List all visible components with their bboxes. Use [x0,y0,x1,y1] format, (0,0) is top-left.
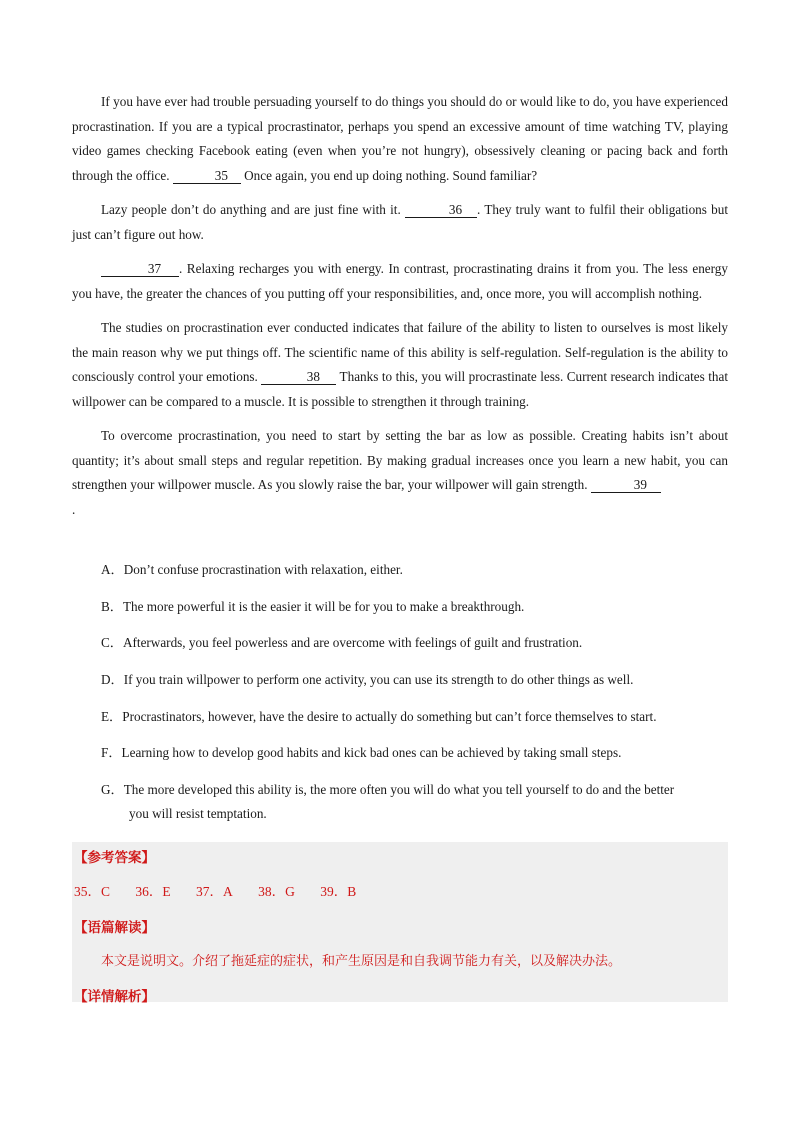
option-text-continued: you will resist temptation. [129,806,267,822]
answer-keys [74,880,378,900]
blank-35: 35 [173,169,241,184]
option-letter: B． [101,598,123,614]
option-b [101,595,728,619]
paragraph-2-after: . They truly want to fulfil their obligations but just can’t figure out how. [72,202,728,242]
option-g [101,778,728,826]
passage [72,90,728,532]
option-letter: A． [101,562,124,577]
option-letter: G． [101,782,124,798]
option-letter: F． [101,745,122,761]
option-text: The more developed this ability is, the more often you will do what you tell yourself to do and the better [123,782,675,798]
option-d [101,668,728,692]
option-f [101,741,728,765]
paragraph-4-after: Thanks to this, you will procrastinate less. Current research indicates that willpower can be compared to a muscle. It is possible to strengthen it through training. [72,369,728,409]
paragraph-5-after: . [72,501,76,517]
blank-36: 36 [405,203,477,218]
detail-heading: 【详情解析】 [74,989,155,1005]
option-e [101,705,728,729]
answer-section [72,842,728,1005]
blank-39: 39 [591,478,661,493]
reading-text: 本文是说明文。介绍了拖延症的症状，和产生原因是和自我调节能力有关，以及解决办法。 [101,954,622,969]
option-c [101,631,728,655]
paragraph-4-text: The studies on procrastination ever conducted indicates that failure of the ability to listen to ourselves is most likely the main reason why we put things off. The scientific name of this ability is self-regulation. Self-regulation is the ability to consciously control your emotions. [72,320,728,384]
blank-38: 38 [261,370,336,385]
answer-key: 36．E [135,884,171,899]
option-text: Don’t confuse procrastination with relaxation, either. [123,562,403,577]
option-letter: E． [101,708,123,724]
paragraph-1-text: If you have ever had trouble persuading yourself to do things you should do or would like to do, you have experienced procrastination. If you are a typical procrastinator, perhaps you spend an excessive amount of time watching TV, playing video games checking Facebook eating (even when you’re not hungry), obsessively cleaning or pacing back and forth through the office. [72,94,728,183]
option-letter: D． [101,672,124,688]
paragraph-1-after: Once again, you end up doing nothing. Sound familiar? [240,167,538,183]
paragraph-3-after: . Relaxing recharges you with energy. In contrast, procrastinating drains it from you. The less energy you have, the greater the chances of you putting off your responsibilities, and, once more, you will accomplish nothing. [72,261,728,301]
paragraph-3 [72,257,728,306]
paragraph-2 [72,198,728,247]
answer-key: 37．A [196,884,233,899]
paragraph-5-text: To overcome procrastination, you need to start by setting the bar as low as possible. Creating habits isn’t about quantity; it’s about small steps and regular repetition. By making gradual increases once you learn a new habit, you can strengthen your willpower muscle. As you slowly raise the bar, your willpower will gain strength. [72,428,728,492]
reading-heading: 【语篇解读】 [74,920,155,936]
option-a [101,558,728,582]
option-letter: C． [101,635,123,651]
option-text: Procrastinators, however, have the desire to actually do something but can’t force themselves to start. [122,708,657,724]
option-text: Learning how to develop good habits and kick bad ones can be achieved by taking small steps. [121,745,622,761]
paragraph-5 [72,424,728,522]
paragraph-4 [72,316,728,414]
blank-37: 37 [101,262,179,277]
option-text: If you train willpower to perform one activity, you can use its strength to do other things as well. [123,672,634,688]
options-list [101,558,728,839]
paragraph-1 [72,90,728,188]
paragraph-2-text: Lazy people don’t do anything and are just fine with it. [101,202,406,217]
answer-key: 39．B [320,884,357,899]
answer-key: 38．G [258,884,295,899]
answer-key: 35．C [74,884,111,899]
answer-heading: 【参考答案】 [74,850,155,866]
option-text: The more powerful it is the easier it will be for you to make a breakthrough. [122,598,525,614]
option-text: Afterwards, you feel powerless and are overcome with feelings of guilt and frustration. [122,635,583,651]
